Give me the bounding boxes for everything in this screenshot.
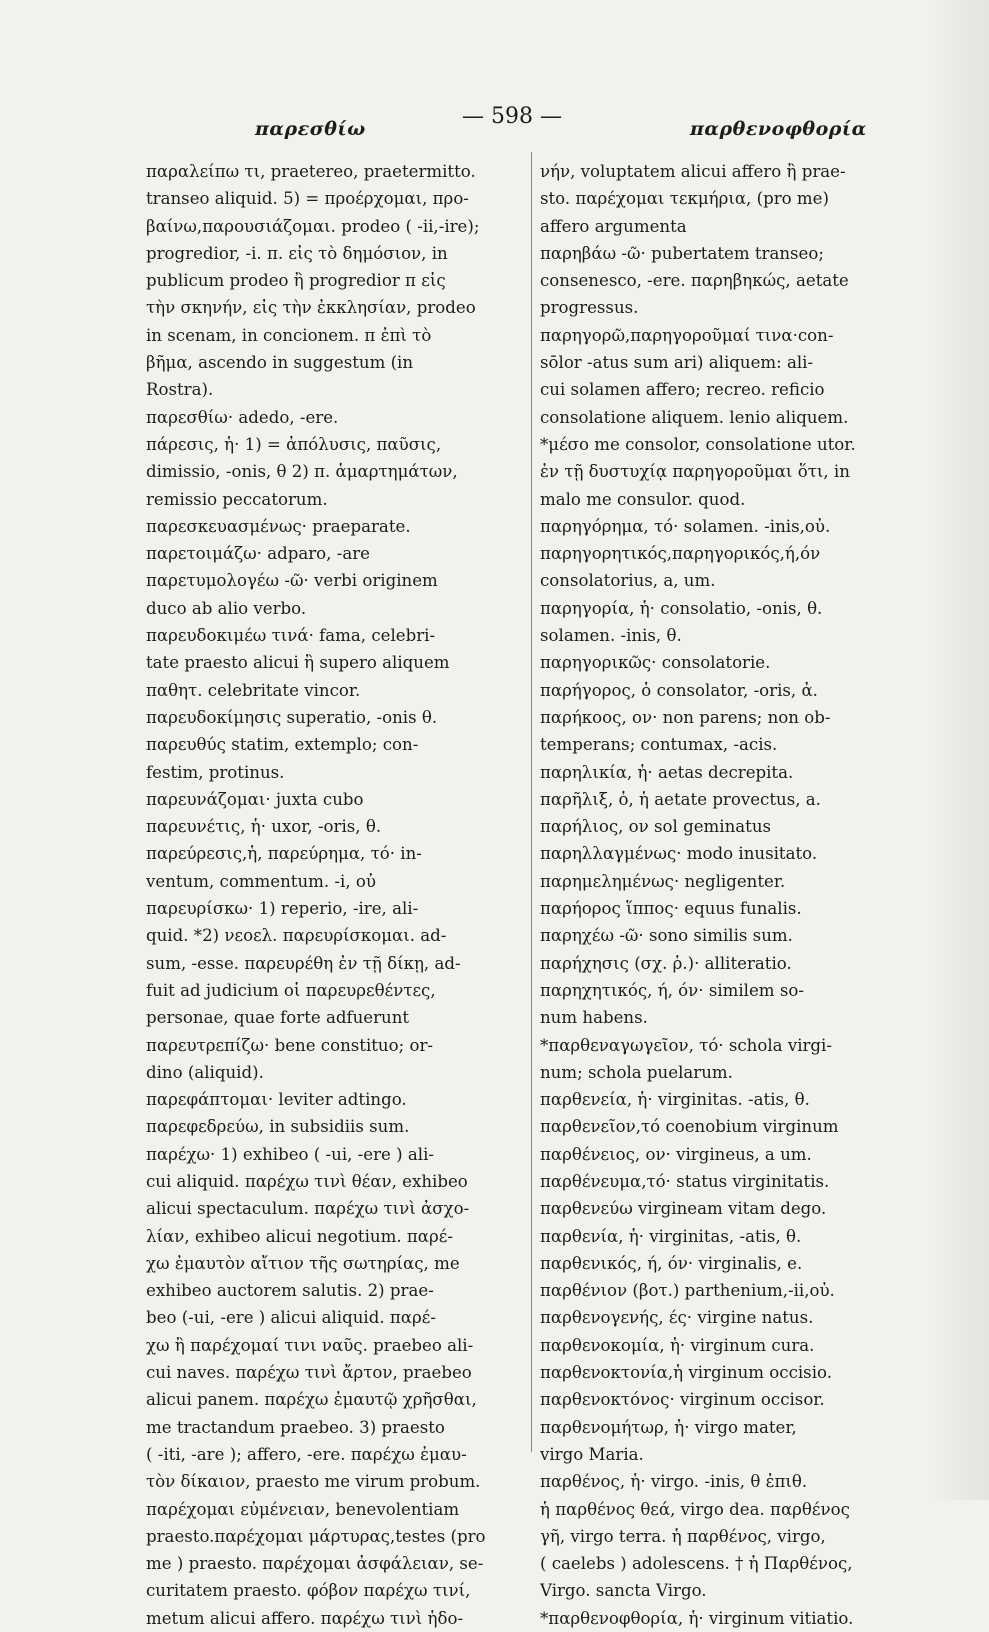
text-line: progredior, -i. π. εἰς τὸ δημόσιον, in bbox=[146, 243, 448, 263]
text-line: παρεφεδρεύω, in subsidiis sum. bbox=[146, 1117, 410, 1137]
text-line: παρηγορῶ,παρηγοροῦμαί τινα·con- bbox=[540, 325, 834, 345]
text-line: βαίνω,παρουσιάζομαι. prodeo ( -ii,-ire); bbox=[146, 216, 480, 236]
text-line: me ) praesto. παρέχομαι ἀσφάλειαν, se- bbox=[146, 1554, 484, 1574]
text-line: παρηγορητικός,παρηγορικός,ή,όν bbox=[540, 544, 821, 564]
text-line: βῆμα, ascendo in suggestum (in bbox=[146, 353, 414, 373]
text-line: παρθενοκομία, ἡ· virginum cura. bbox=[540, 1335, 815, 1355]
text-line: παρθενεῖον,τό coenobium virginum bbox=[540, 1117, 839, 1137]
page-number: — 598 — bbox=[462, 104, 562, 129]
text-line: παραλείπω τι, praetereo, praetermitto. bbox=[146, 162, 476, 181]
text-line: παρευνάζομαι· juxta cubo bbox=[146, 789, 364, 809]
text-line: malo me consulor. quod. bbox=[540, 489, 746, 509]
text-line: παρθενικός, ή, όν· virginalis, e. bbox=[540, 1253, 803, 1273]
text-line: γῆ, virgo terra. ἡ παρθένος, virgo, bbox=[540, 1526, 826, 1546]
text-line: παρέχω· 1) exhibeo ( -ui, -ere ) ali- bbox=[146, 1144, 435, 1164]
text-line: num habens. bbox=[540, 1008, 648, 1028]
right-column bbox=[540, 158, 930, 1632]
text-line: festim, protinus. bbox=[146, 762, 285, 782]
text-line: παρετοιμάζω· adparo, -are bbox=[146, 544, 370, 564]
text-line: ( caelebs ) adolescens. † ἡ Παρθένος, bbox=[540, 1554, 853, 1574]
text-line: παρηβάω -ῶ· pubertatem transeo; bbox=[540, 243, 824, 263]
text-line: παρθενοκτονία,ἡ virginum occisio. bbox=[540, 1363, 832, 1383]
text-line: consolatorius, a, um. bbox=[540, 571, 716, 591]
text-line: παρθενεύω virgineam vitam dego. bbox=[540, 1199, 827, 1219]
text-line: num; schola puelarum. bbox=[540, 1062, 733, 1082]
text-line: cui aliquid. παρέχω τινὶ θέαν, exhibeo bbox=[146, 1171, 468, 1191]
text-line: temperans; contumax, -acis. bbox=[540, 735, 778, 755]
text-line: παρήλιος, ον sol geminatus bbox=[540, 817, 772, 837]
text-line: παρήκοος, ον· non parens; non ob- bbox=[540, 707, 831, 727]
text-line: quid. *2) νεοελ. παρευρίσκομαι. ad- bbox=[146, 926, 447, 946]
text-line: παρηχητικός, ή, όν· similem so- bbox=[540, 980, 804, 1000]
text-line: curitatem praesto. φόβον παρέχω τινί, bbox=[146, 1581, 471, 1601]
page-edge-shadow bbox=[929, 0, 989, 1500]
text-line: dimissio, -onis, θ 2) π. ἁμαρτημάτων, bbox=[146, 462, 458, 482]
text-line: praesto.παρέχομαι μάρτυρας,testes (pro bbox=[146, 1526, 486, 1546]
text-line: παρθενεία, ἡ· virginitas. -atis, θ. bbox=[540, 1090, 810, 1110]
text-line: metum alicui affero. παρέχω τινὶ ἡδο- bbox=[146, 1608, 464, 1628]
text-line: alicui panem. παρέχω ἐμαυτῷ χρῆσθαι, bbox=[146, 1390, 477, 1410]
text-line: cui solamen affero; recreo. reficio bbox=[540, 380, 825, 400]
text-line: *παρθεναγωγεῖον, τό· schola virgi- bbox=[540, 1035, 832, 1055]
text-line: παρηχέω -ῶ· sono similis sum. bbox=[540, 926, 793, 946]
text-line: consolatione aliquem. lenio aliquem. bbox=[540, 407, 849, 427]
text-line: dino (aliquid). bbox=[146, 1062, 264, 1082]
page-header bbox=[0, 100, 989, 140]
text-line: ἡ παρθένος θεά, virgo dea. παρθένος bbox=[540, 1499, 850, 1519]
text-line: χω ἐμαυτὸν αἴτιον τῆς σωτηρίας, me bbox=[146, 1253, 460, 1273]
text-line: παρήχησις (σχ. ῥ.)· alliteratio. bbox=[540, 953, 792, 973]
text-line: παρηλικία, ἡ· aetas decrepita. bbox=[540, 762, 794, 782]
text-line: transeo aliquid. 5) = προέρχομαι, προ- bbox=[146, 189, 469, 209]
text-line: personae, quae forte adfuerunt bbox=[146, 1008, 410, 1028]
text-line: παρθένος, ἡ· virgo. -inis, θ ἐπιθ. bbox=[540, 1472, 808, 1492]
text-line: τὸν δίκαιον, praesto me virum probum. bbox=[146, 1472, 481, 1492]
text-line: παθητ. celebritate vincor. bbox=[146, 680, 361, 700]
text-line: τὴν σκηνήν, εἰς τὴν ἐκκλησίαν, prodeo bbox=[146, 298, 476, 318]
text-line: virgo Maria. bbox=[540, 1444, 644, 1464]
text-line: progressus. bbox=[540, 298, 639, 318]
text-line: λίαν, exhibeo alicui negotium. παρέ- bbox=[146, 1226, 453, 1246]
text-line: παρημελημένως· negligenter. bbox=[540, 871, 786, 891]
text-line: παρηλλαγμένως· modo inusitato. bbox=[540, 844, 818, 864]
text-line: remissio peccatorum. bbox=[146, 489, 328, 509]
text-line: solamen. -inis, θ. bbox=[540, 626, 682, 646]
header-left-guide-word: παρεσθίω bbox=[255, 118, 366, 140]
text-line: ( -iti, -are ); affero, -ere. παρέχω ἐμαυ- bbox=[146, 1444, 467, 1464]
text-line: χω ἢ παρέχομαί τινι ναῦς. praebeo ali- bbox=[146, 1335, 474, 1355]
text-line: παρηγορία, ἡ· consolatio, -onis, θ. bbox=[540, 598, 823, 618]
text-line: consenesco, -ere. παρηβηκώς, aetate bbox=[540, 271, 849, 291]
text-line: παρῆλιξ, ὁ, ἡ aetate provectus, a. bbox=[540, 789, 821, 809]
text-line: sōlor -atus sum ari) aliquem: ali- bbox=[540, 353, 814, 373]
text-line: παρεσθίω· adedo, -ere. bbox=[146, 407, 339, 427]
text-line: publicum prodeo ἢ progredior π εἰς bbox=[146, 271, 446, 291]
text-line: παρέχομαι εὐμένειαν, benevolentiam bbox=[146, 1499, 460, 1519]
column-divider bbox=[531, 152, 532, 1452]
text-line: Virgo. sancta Virgo. bbox=[540, 1581, 707, 1601]
text-line: παρετυμολογέω -ῶ· verbi originem bbox=[146, 571, 438, 591]
text-line: tate praesto alicui ἢ supero aliquem bbox=[146, 653, 450, 673]
text-line: me tractandum praebeo. 3) praesto bbox=[146, 1417, 445, 1437]
text-line: sto. παρέχομαι τεκμήρια, (pro me) bbox=[540, 189, 829, 209]
text-line: *παρθενοφθορία, ἡ· virginum vitiatio. bbox=[540, 1608, 854, 1628]
text-line: παρηγόρημα, τό· solamen. -inis,οὐ. bbox=[540, 516, 831, 536]
text-line: παρθενία, ἡ· virginitas, -atis, θ. bbox=[540, 1226, 802, 1246]
text-line: ἐν τῇ δυστυχίᾳ παρηγοροῦμαι ὅτι, in bbox=[540, 462, 850, 482]
text-line: παρθένιον (βοτ.) parthenium,-ii,οὐ. bbox=[540, 1281, 835, 1301]
text-line: cui naves. παρέχω τινὶ ἄρτον, praebeo bbox=[146, 1363, 472, 1383]
text-line: sum, -esse. παρευρέθη ἐν τῇ δίκῃ, ad- bbox=[146, 953, 461, 973]
text-line: παρεύρεσις,ἡ, παρεύρημα, τό· in- bbox=[146, 844, 422, 864]
text-line: παρηγορικῶς· consolatorie. bbox=[540, 653, 771, 673]
text-line: παρθένειος, ον· virgineus, a um. bbox=[540, 1144, 812, 1164]
text-line: alicui spectaculum. παρέχω τινὶ ἀσχο- bbox=[146, 1199, 470, 1219]
left-column bbox=[146, 158, 524, 1632]
text-line: παρευνέτις, ἡ· uxor, -oris, θ. bbox=[146, 817, 382, 837]
header-right-guide-word: παρθενοφθορία bbox=[690, 118, 867, 140]
text-line: παρθενοκτόνος· virginum occisor. bbox=[540, 1390, 825, 1410]
text-line: παρθένευμα,τό· status virginitatis. bbox=[540, 1171, 830, 1191]
text-line: ventum, commentum. -i, οὐ bbox=[146, 871, 376, 891]
text-line: affero argumenta bbox=[540, 216, 687, 236]
text-line: παρήορος ἵππος· equus funalis. bbox=[540, 899, 802, 919]
text-line: παρευδοκιμέω τινά· fama, celebri- bbox=[146, 626, 436, 646]
text-line: exhibeo auctorem salutis. 2) prae- bbox=[146, 1281, 434, 1301]
text-line: *μέσο me consolor, consolatione utor. bbox=[540, 434, 856, 454]
text-line: Rostra). bbox=[146, 380, 214, 400]
text-line: παρευδοκίμησις superatio, -onis θ. bbox=[146, 707, 438, 727]
text-line: in scenam, in concionem. π ἐπὶ τὸ bbox=[146, 325, 432, 345]
text-line: παρθενογενής, ές· virgine natus. bbox=[540, 1308, 814, 1328]
text-line: παρευτρεπίζω· bene constituo; or- bbox=[146, 1035, 433, 1055]
text-line: παρθενομήτωρ, ἡ· virgo mater, bbox=[540, 1417, 797, 1437]
text-line: παρεσκευασμένως· praeparate. bbox=[146, 516, 411, 536]
text-line: παρήγορος, ὁ consolator, -oris, ἀ. bbox=[540, 680, 818, 700]
text-line: παρεφάπτομαι· leviter adtingo. bbox=[146, 1090, 407, 1110]
text-line: νήν, voluptatem alicui affero ἢ prae- bbox=[540, 162, 846, 181]
text-line: πάρεσις, ἡ· 1) = ἀπόλυσις, παῦσις, bbox=[146, 434, 442, 454]
text-line: beo (-ui, -ere ) alicui aliquid. παρέ- bbox=[146, 1308, 436, 1328]
text-line: duco ab alio verbo. bbox=[146, 598, 307, 618]
text-line: fuit ad judicium οἱ παρευρεθέντες, bbox=[146, 980, 436, 1000]
text-line: παρευρίσκω· 1) reperio, -ire, ali- bbox=[146, 899, 419, 919]
text-line: παρευθύς statim, extemplo; con- bbox=[146, 735, 419, 755]
